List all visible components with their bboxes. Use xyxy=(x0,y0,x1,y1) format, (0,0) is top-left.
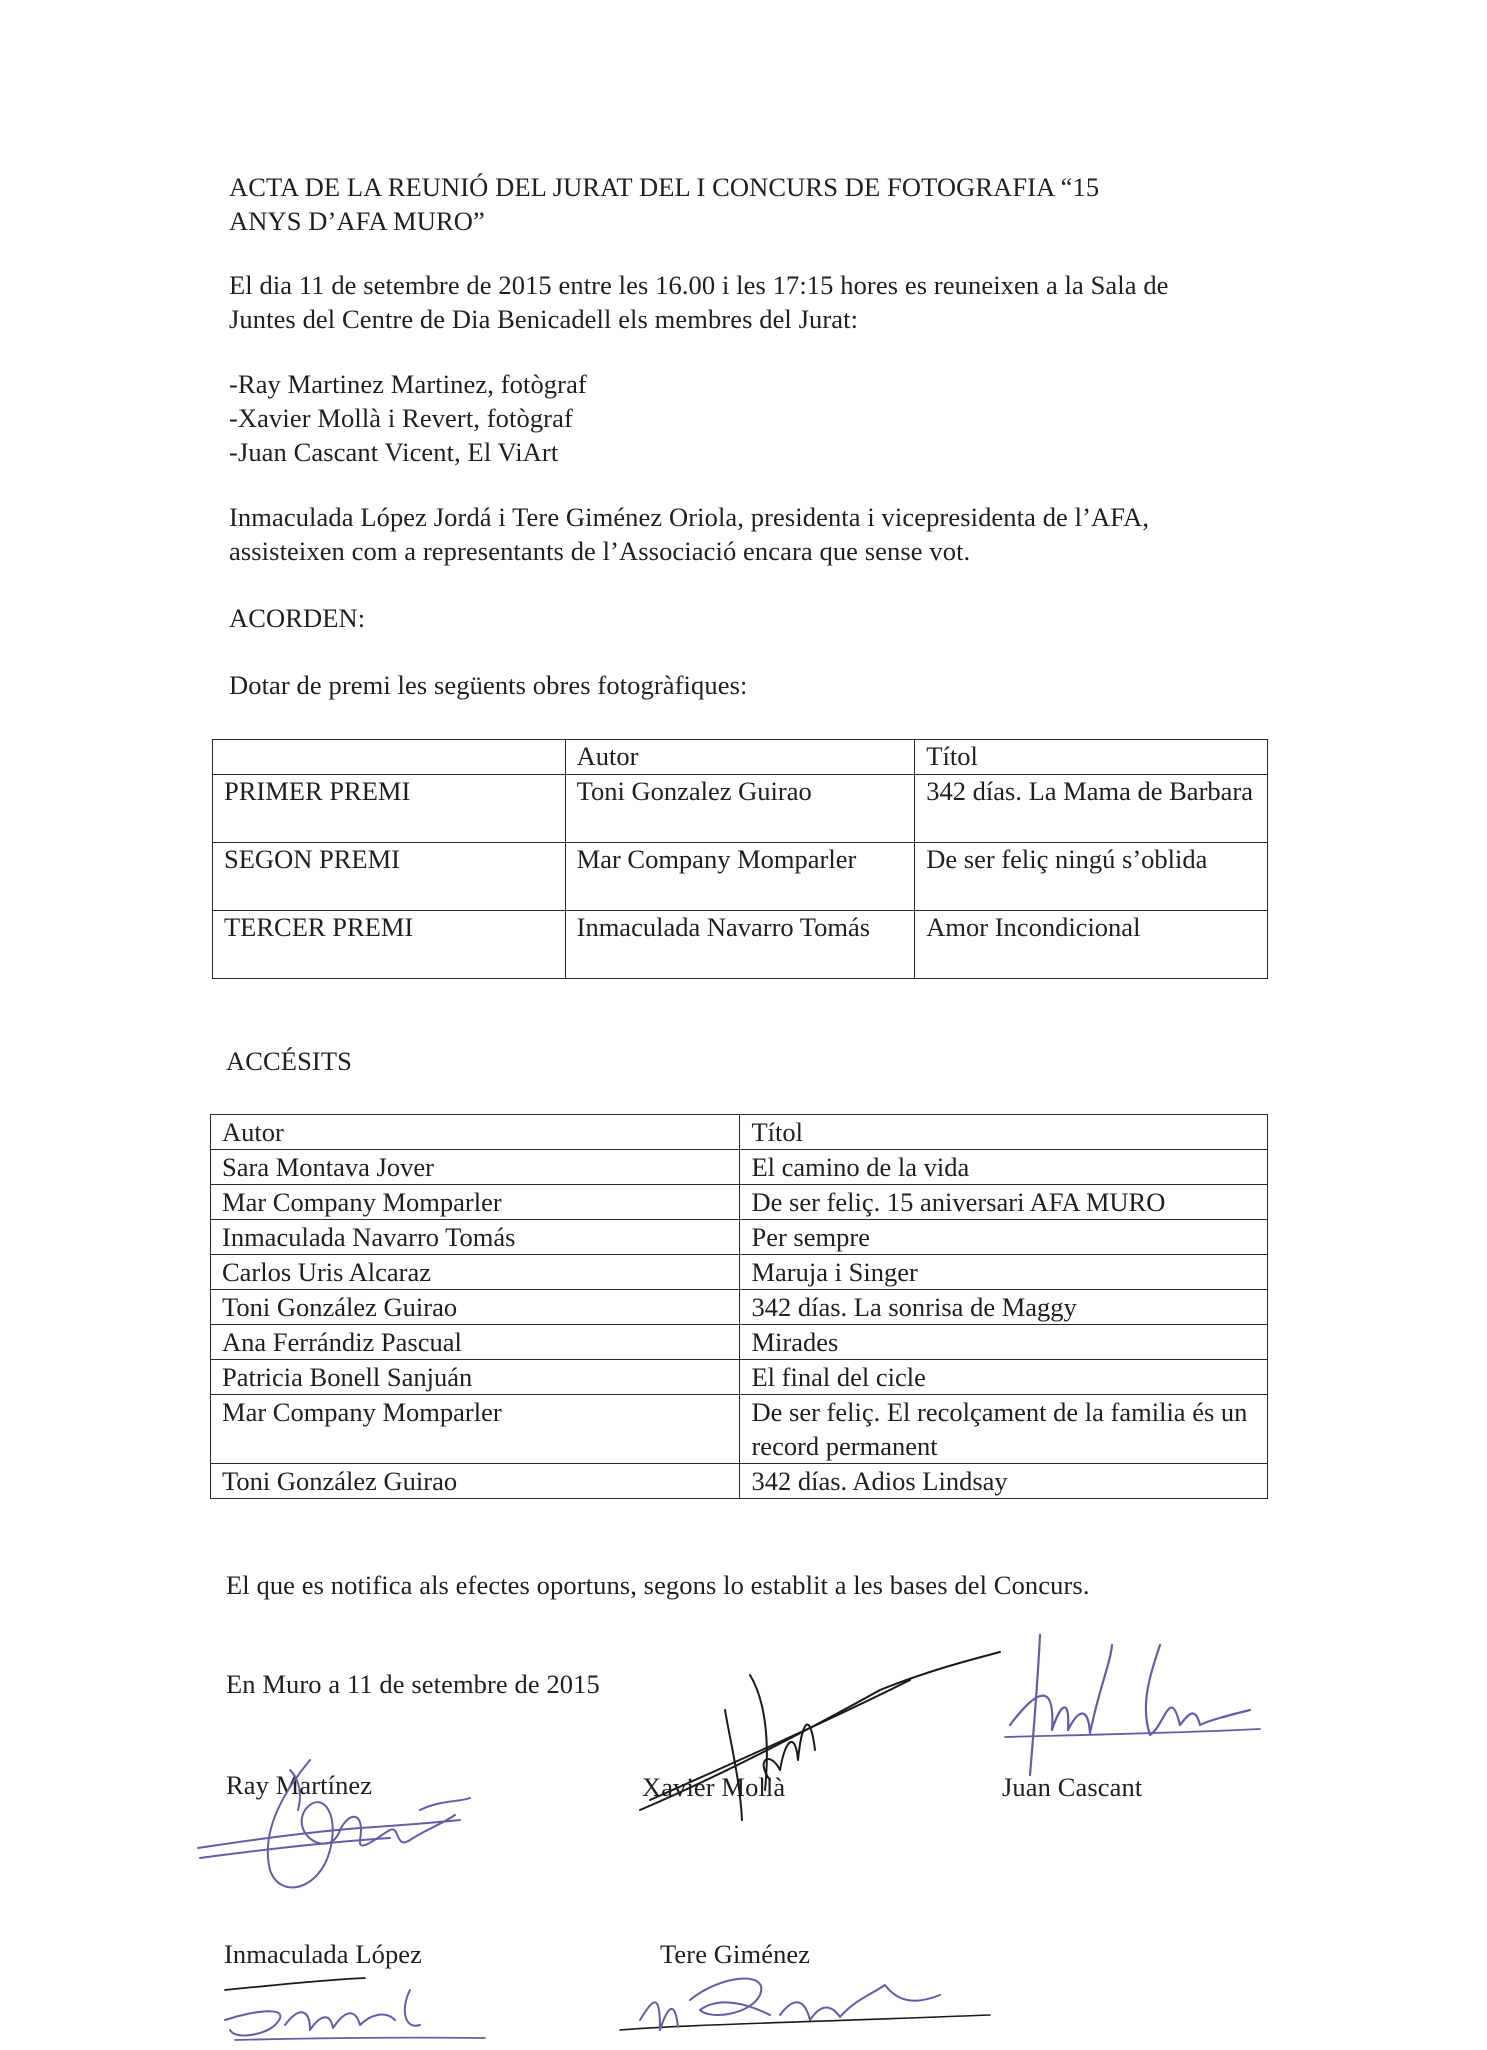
prizes-table xyxy=(212,739,1268,979)
document-title-line-2: ANYS D’AFA MURO” xyxy=(229,206,485,236)
accesit-title: El camino de la vida xyxy=(740,1150,1268,1185)
accesit-title: De ser feliç. 15 aniversari AFA MURO xyxy=(740,1185,1268,1220)
accesit-author: Carlos Uris Alcaraz xyxy=(211,1255,740,1290)
prize-title: 342 días. La Mama de Barbara xyxy=(915,775,1268,843)
accesit-author: Patricia Bonell Sanjuán xyxy=(211,1360,740,1395)
table-row xyxy=(213,775,1268,843)
prize-title: Amor Incondicional xyxy=(915,911,1268,979)
prize-author: Inmaculada Navarro Tomás xyxy=(565,911,915,979)
intro-line-2: Juntes del Centre de Dia Benicadell els membres del Jurat: xyxy=(229,304,859,334)
table-header-row xyxy=(213,740,1268,775)
accesits-heading: ACCÉSITS xyxy=(226,1046,352,1076)
accesit-author: Sara Montava Jover xyxy=(211,1150,740,1185)
xavier-signature-image xyxy=(630,1650,1010,1830)
prize-author: Toni Gonzalez Guirao xyxy=(565,775,915,843)
accesits-table xyxy=(210,1114,1268,1499)
intro-line-1: El dia 11 de setembre de 2015 entre les 16.00 i les 17:15 hores es reuneixen a la Sala de xyxy=(229,270,1169,300)
attendees-line-1: Inmaculada López Jordá i Tere Giménez Oriola, presidenta i vicepresidenta de l’AFA, xyxy=(229,502,1150,532)
signatory-ray: Ray Martínez xyxy=(226,1770,373,1800)
award-intro: Dotar de premi les següents obres fotogràfiques: xyxy=(229,670,748,700)
table-row xyxy=(211,1255,1268,1290)
header-cell-author: Autor xyxy=(565,740,915,775)
accesit-title: De ser feliç. El recolçament de la familia és un record permanent xyxy=(740,1395,1268,1464)
table-row xyxy=(211,1220,1268,1255)
accesit-author: Mar Company Momparler xyxy=(211,1395,740,1464)
signatory-xavier: Xavier Mollà xyxy=(642,1772,786,1802)
table-row xyxy=(211,1360,1268,1395)
accesit-title: Mirades xyxy=(740,1325,1268,1360)
table-row xyxy=(211,1325,1268,1360)
table-row xyxy=(211,1150,1268,1185)
place-and-date: En Muro a 11 de setembre de 2015 xyxy=(226,1669,600,1699)
jury-member-3: -Juan Cascant Vicent, El ViArt xyxy=(229,437,559,467)
signatory-tere: Tere Giménez xyxy=(660,1939,811,1969)
accesit-title: Per sempre xyxy=(740,1220,1268,1255)
table-row xyxy=(213,911,1268,979)
table-row xyxy=(211,1395,1268,1464)
attendees-line-2: assisteixen com a representants de l’Associació encara que sense vot. xyxy=(229,536,971,566)
accesit-title: 342 días. Adios Lindsay xyxy=(740,1464,1268,1499)
accesit-title: 342 días. La sonrisa de Maggy xyxy=(740,1290,1268,1325)
agreed-heading: ACORDEN: xyxy=(229,603,366,633)
header-cell-title: Títol xyxy=(915,740,1268,775)
signatory-juan: Juan Cascant xyxy=(1002,1772,1143,1802)
document-title-line-1: ACTA DE LA REUNIÓ DEL JURAT DEL I CONCURS DE FOTOGRAFIA “15 xyxy=(229,172,1100,202)
accesit-author: Toni González Guirao xyxy=(211,1464,740,1499)
jury-member-2: -Xavier Mollà i Revert, fotògraf xyxy=(229,403,573,433)
table-row xyxy=(211,1464,1268,1499)
table-header-row xyxy=(211,1115,1268,1150)
inmaculada-signature-image xyxy=(215,1950,515,2050)
accesit-author: Inmaculada Navarro Tomás xyxy=(211,1220,740,1255)
juan-signature-image xyxy=(1000,1625,1280,1785)
accesit-author: Ana Ferrándiz Pascual xyxy=(211,1325,740,1360)
header-cell-author: Autor xyxy=(211,1115,740,1150)
accesit-author: Toni González Guirao xyxy=(211,1290,740,1325)
accesit-title: Maruja i Singer xyxy=(740,1255,1268,1290)
accesit-author: Mar Company Momparler xyxy=(211,1185,740,1220)
prize-name: PRIMER PREMI xyxy=(213,775,566,843)
jury-member-1: -Ray Martinez Martinez, fotògraf xyxy=(229,369,587,399)
ray-signature-image xyxy=(190,1740,490,1920)
closing-statement: El que es notifica als efectes oportuns, segons lo establit a les bases del Concurs. xyxy=(226,1570,1090,1600)
accesit-title: El final del cicle xyxy=(740,1360,1268,1395)
table-row xyxy=(211,1185,1268,1220)
prize-title: De ser feliç ningú s’oblida xyxy=(915,843,1268,911)
header-cell xyxy=(213,740,566,775)
prize-author: Mar Company Momparler xyxy=(565,843,915,911)
tere-signature-image xyxy=(600,1955,1000,2045)
prize-name: SEGON PREMI xyxy=(213,843,566,911)
table-row xyxy=(213,843,1268,911)
signatory-inmaculada: Inmaculada López xyxy=(224,1939,423,1969)
table-row xyxy=(211,1290,1268,1325)
header-cell-title: Títol xyxy=(740,1115,1268,1150)
prize-name: TERCER PREMI xyxy=(213,911,566,979)
